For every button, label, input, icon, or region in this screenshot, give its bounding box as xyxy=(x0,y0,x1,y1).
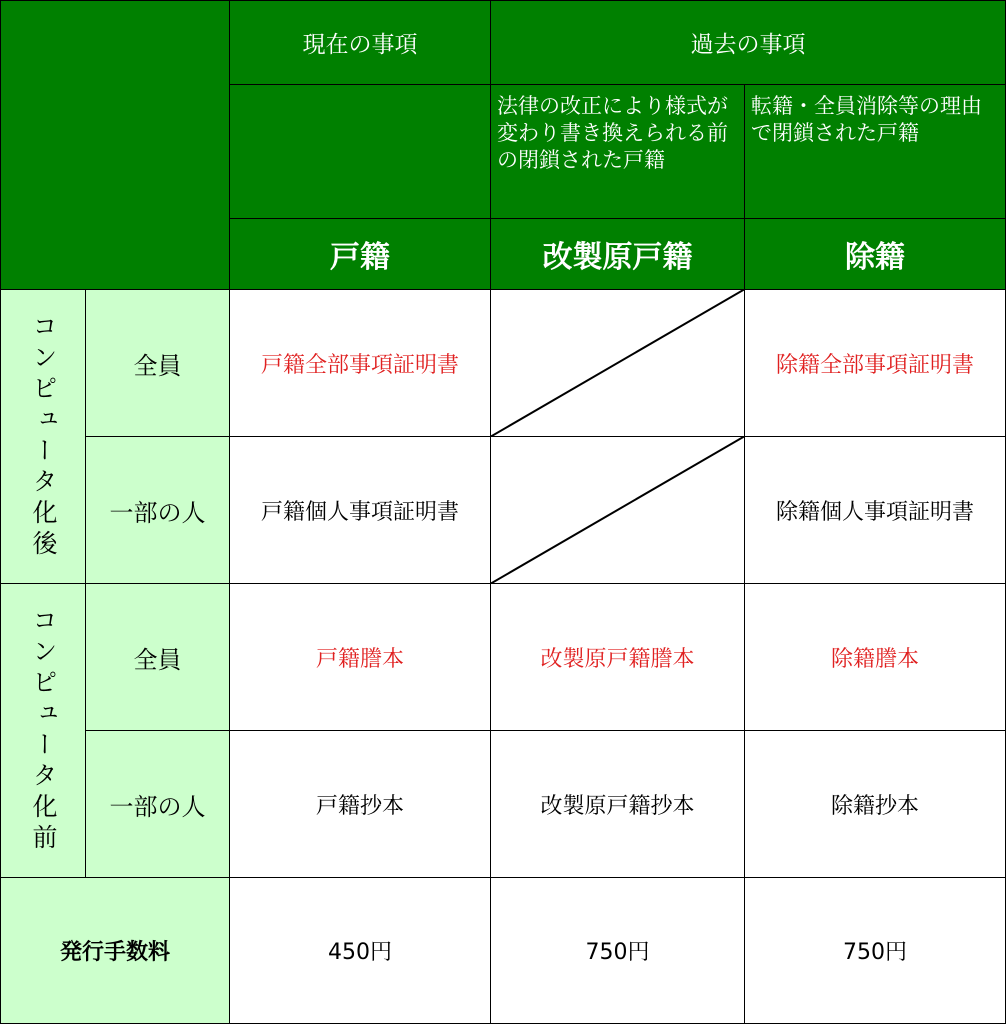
row-label-after-all: 全員 xyxy=(85,289,230,437)
col-header-joseki: 除籍 xyxy=(744,218,1006,290)
row-label-before-all: 全員 xyxy=(85,583,230,731)
not-applicable-diagonal xyxy=(490,436,745,584)
cell-before-part-kaisei: 改製原戸籍抄本 xyxy=(490,730,745,878)
fee-kaisei: 750円 xyxy=(490,877,745,1024)
cell-after-part-kaisei-na xyxy=(490,436,745,584)
cell-after-all-kaisei-na xyxy=(490,289,745,437)
desc-kaisei: 法律の改正により様式が変わり書き換えられる前の閉鎖された戸籍 xyxy=(490,84,745,219)
cell-before-all-joseki: 除籍謄本 xyxy=(744,583,1006,731)
cell-after-part-koseki: 戸籍個人事項証明書 xyxy=(229,436,491,584)
cell-after-all-koseki: 戸籍全部事項証明書 xyxy=(229,289,491,437)
fee-joseki: 750円 xyxy=(744,877,1006,1024)
row-label-after-part: 一部の人 xyxy=(85,436,230,584)
desc-joseki: 転籍・全員消除等の理由で閉鎖された戸籍 xyxy=(744,84,1006,219)
row-label-fee: 発行手数料 xyxy=(0,877,230,1024)
cell-before-part-joseki: 除籍抄本 xyxy=(744,730,1006,878)
fee-koseki: 450円 xyxy=(229,877,491,1024)
cell-after-all-joseki: 除籍全部事項証明書 xyxy=(744,289,1006,437)
group-label-before: コンピュータ化前 xyxy=(0,583,86,878)
cell-before-part-koseki: 戸籍抄本 xyxy=(229,730,491,878)
cell-after-part-joseki: 除籍個人事項証明書 xyxy=(744,436,1006,584)
header-current: 現在の事項 xyxy=(229,0,491,85)
corner-header-cell xyxy=(0,0,230,290)
col-header-koseki: 戸籍 xyxy=(229,218,491,290)
not-applicable-diagonal xyxy=(490,289,745,437)
header-past: 過去の事項 xyxy=(490,0,1006,85)
col-header-kaisei: 改製原戸籍 xyxy=(490,218,745,290)
group-label-after: コンピュータ化後 xyxy=(0,289,86,584)
cell-before-all-kaisei: 改製原戸籍謄本 xyxy=(490,583,745,731)
cell-before-all-koseki: 戸籍謄本 xyxy=(229,583,491,731)
row-label-before-part: 一部の人 xyxy=(85,730,230,878)
header-current-desc-empty xyxy=(229,84,491,219)
